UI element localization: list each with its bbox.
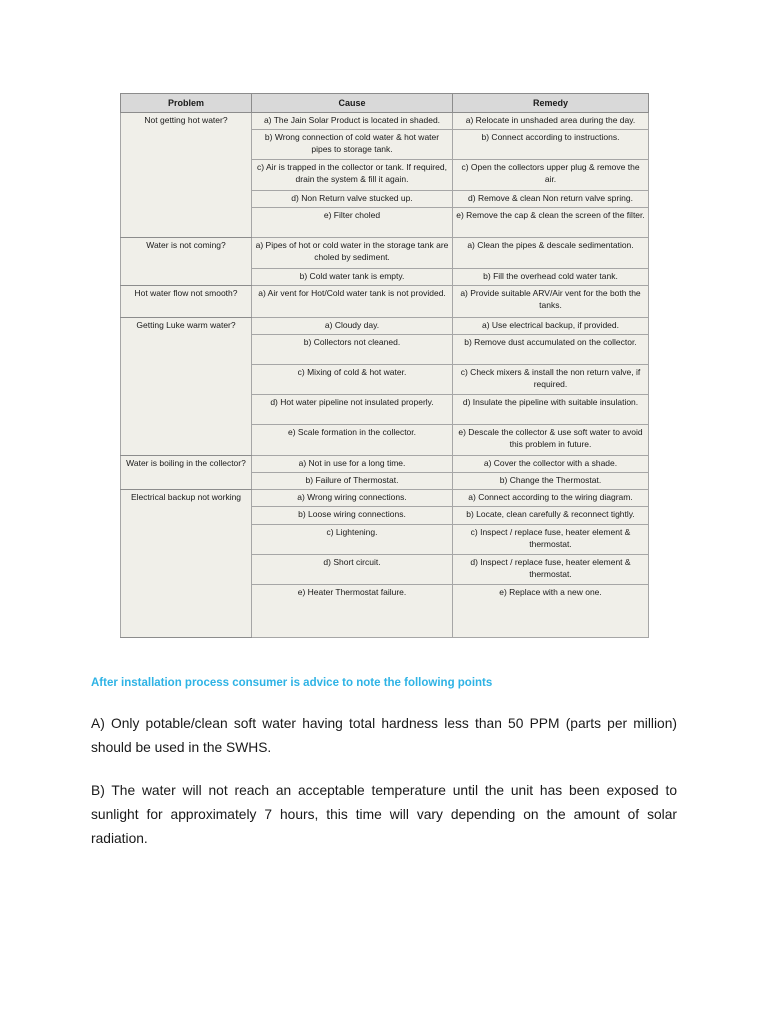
remedy-cell: a) Clean the pipes & descale sedimentation. bbox=[453, 238, 649, 269]
remedy-cell: a) Relocate in unshaded area during the day. bbox=[453, 113, 649, 130]
remedy-cell: c) Check mixers & install the non return valve, if required. bbox=[453, 365, 649, 395]
table-header-row bbox=[121, 94, 649, 113]
cause-cell: a) Not in use for a long time. bbox=[252, 456, 453, 473]
cause-cell: e) Heater Thermostat failure. bbox=[252, 585, 453, 638]
cause-cell: b) Cold water tank is empty. bbox=[252, 269, 453, 286]
remedy-cell: b) Locate, clean carefully & reconnect tightly. bbox=[453, 507, 649, 525]
table-row bbox=[121, 113, 649, 130]
cause-cell: a) Wrong wiring connections. bbox=[252, 490, 453, 507]
cause-cell: a) Air vent for Hot/Cold water tank is not provided. bbox=[252, 286, 453, 318]
cause-cell: a) Cloudy day. bbox=[252, 318, 453, 335]
remedy-cell: c) Open the collectors upper plug & remove the air. bbox=[453, 160, 649, 191]
remedy-cell: b) Fill the overhead cold water tank. bbox=[453, 269, 649, 286]
problem-cell: Getting Luke warm water? bbox=[121, 318, 252, 456]
table-row bbox=[121, 490, 649, 507]
table-row bbox=[121, 286, 649, 318]
problem-cell: Electrical backup not working bbox=[121, 490, 252, 638]
notes-heading: After installation process consumer is advice to note the following points bbox=[91, 677, 493, 689]
remedy-cell: b) Remove dust accumulated on the collector. bbox=[453, 335, 649, 365]
cause-cell: b) Collectors not cleaned. bbox=[252, 335, 453, 365]
troubleshooting-table-container bbox=[120, 93, 648, 638]
table-row bbox=[121, 456, 649, 473]
remedy-cell: a) Use electrical backup, if provided. bbox=[453, 318, 649, 335]
cause-cell: a) Pipes of hot or cold water in the storage tank are choled by sediment. bbox=[252, 238, 453, 269]
remedy-cell: a) Connect according to the wiring diagram. bbox=[453, 490, 649, 507]
cause-cell: b) Loose wiring connections. bbox=[252, 507, 453, 525]
remedy-cell: a) Provide suitable ARV/Air vent for the both the tanks. bbox=[453, 286, 649, 318]
cause-cell: d) Short circuit. bbox=[252, 555, 453, 585]
problem-cell: Water is not coming? bbox=[121, 238, 252, 286]
troubleshooting-table bbox=[120, 93, 649, 638]
remedy-cell: e) Descale the collector & use soft water to avoid this problem in future. bbox=[453, 425, 649, 456]
table-body bbox=[121, 113, 649, 638]
note-point-b: B) The water will not reach an acceptable temperature until the unit has been exposed to sunlight for approximately 7 hours, this time will vary depending on the amount of solar radiation. bbox=[91, 783, 677, 846]
table-row bbox=[121, 238, 649, 269]
problem-cell: Hot water flow not smooth? bbox=[121, 286, 252, 318]
table-row bbox=[121, 318, 649, 335]
cause-cell: a) The Jain Solar Product is located in shaded. bbox=[252, 113, 453, 130]
remedy-cell: c) Inspect / replace fuse, heater element & thermostat. bbox=[453, 525, 649, 555]
remedy-cell: e) Remove the cap & clean the screen of the filter. bbox=[453, 208, 649, 238]
cause-cell: e) Scale formation in the collector. bbox=[252, 425, 453, 456]
cause-cell: c) Mixing of cold & hot water. bbox=[252, 365, 453, 395]
remedy-cell: d) Remove & clean Non return valve spring. bbox=[453, 191, 649, 208]
header-problem: Problem bbox=[121, 94, 252, 113]
problem-cell: Water is boiling in the collector? bbox=[121, 456, 252, 490]
cause-cell: d) Non Return valve stucked up. bbox=[252, 191, 453, 208]
header-cause: Cause bbox=[252, 94, 453, 113]
remedy-cell: b) Change the Thermostat. bbox=[453, 473, 649, 490]
cause-cell: b) Wrong connection of cold water & hot water pipes to storage tank. bbox=[252, 130, 453, 160]
remedy-cell: d) Inspect / replace fuse, heater element & thermostat. bbox=[453, 555, 649, 585]
cause-cell: e) Filter choled bbox=[252, 208, 453, 238]
problem-cell: Not getting hot water? bbox=[121, 113, 252, 238]
remedy-cell: a) Cover the collector with a shade. bbox=[453, 456, 649, 473]
note-point-a: A) Only potable/clean soft water having total hardness less than 50 PPM (parts per million) should be used in the SWHS. bbox=[91, 716, 677, 755]
cause-cell: c) Lightening. bbox=[252, 525, 453, 555]
remedy-cell: b) Connect according to instructions. bbox=[453, 130, 649, 160]
remedy-cell: e) Replace with a new one. bbox=[453, 585, 649, 638]
cause-cell: c) Air is trapped in the collector or tank. If required, drain the system & fill it again. bbox=[252, 160, 453, 191]
header-remedy: Remedy bbox=[453, 94, 649, 113]
cause-cell: b) Failure of Thermostat. bbox=[252, 473, 453, 490]
remedy-cell: d) Insulate the pipeline with suitable insulation. bbox=[453, 395, 649, 425]
cause-cell: d) Hot water pipeline not insulated properly. bbox=[252, 395, 453, 425]
